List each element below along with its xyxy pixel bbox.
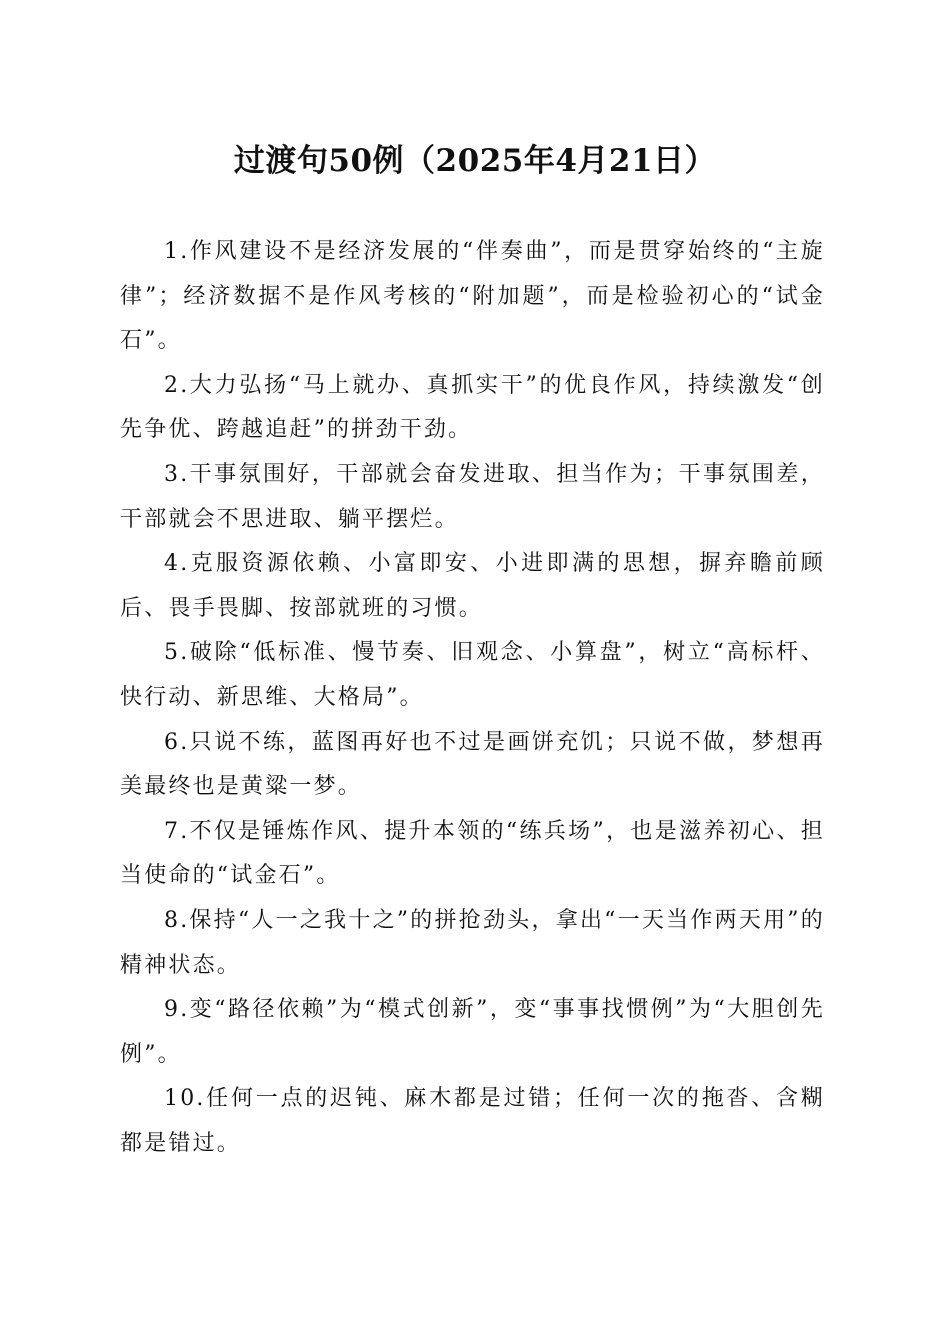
document-title: 过渡句50例（2025年4月21日） (233, 143, 717, 179)
paragraph-5: 5.破除“低标准、慢节奏、旧观念、小算盘”，树立“高标杆、快行动、新思维、大格局”。 (120, 640, 825, 710)
paragraph-6: 6.只说不练，蓝图再好也不过是画饼充饥；只说不做，梦想再美最终也是黄粱一梦。 (120, 729, 825, 800)
paragraph-4: 4.克服资源依赖、小富即安、小进即满的思想，摒弃瞻前顾后、畏手畏脚、按部就班的习惯。 (120, 551, 825, 621)
document-body (120, 230, 825, 1166)
paragraph-7: 7.不仅是锤炼作风、提升本领的“练兵场”，也是滋养初心、担当使命的“试金石”。 (120, 818, 825, 889)
paragraph-1: 1.作风建设不是经济发展的“伴奏曲”，而是贯穿始终的“主旋律”；经济数据不是作风考核的“附加题”，而是检验初心的“试金石”。 (120, 239, 825, 354)
paragraph-9: 9.变“路径依赖”为“模式创新”，变“事事找惯例”为“大胆创先例”。 (120, 997, 825, 1067)
paragraph-3: 3.干事氛围好，干部就会奋发进取、担当作为；干事氛围差，干部就会不思进取、躺平摆烂。 (120, 461, 825, 532)
paragraph-2: 2.大力弘扬“马上就办、真抓实干”的优良作风，持续激发“创先争优、跨越追赶”的拼劲干劲。 (120, 372, 825, 443)
paragraph-10: 10.任何一点的迟钝、麻木都是过错；任何一次的拖沓、含糊都是错过。 (120, 1086, 825, 1156)
paragraph-8: 8.保持“人一之我十之”的拼抢劲头，拿出“一天当作两天用”的精神状态。 (120, 907, 825, 978)
